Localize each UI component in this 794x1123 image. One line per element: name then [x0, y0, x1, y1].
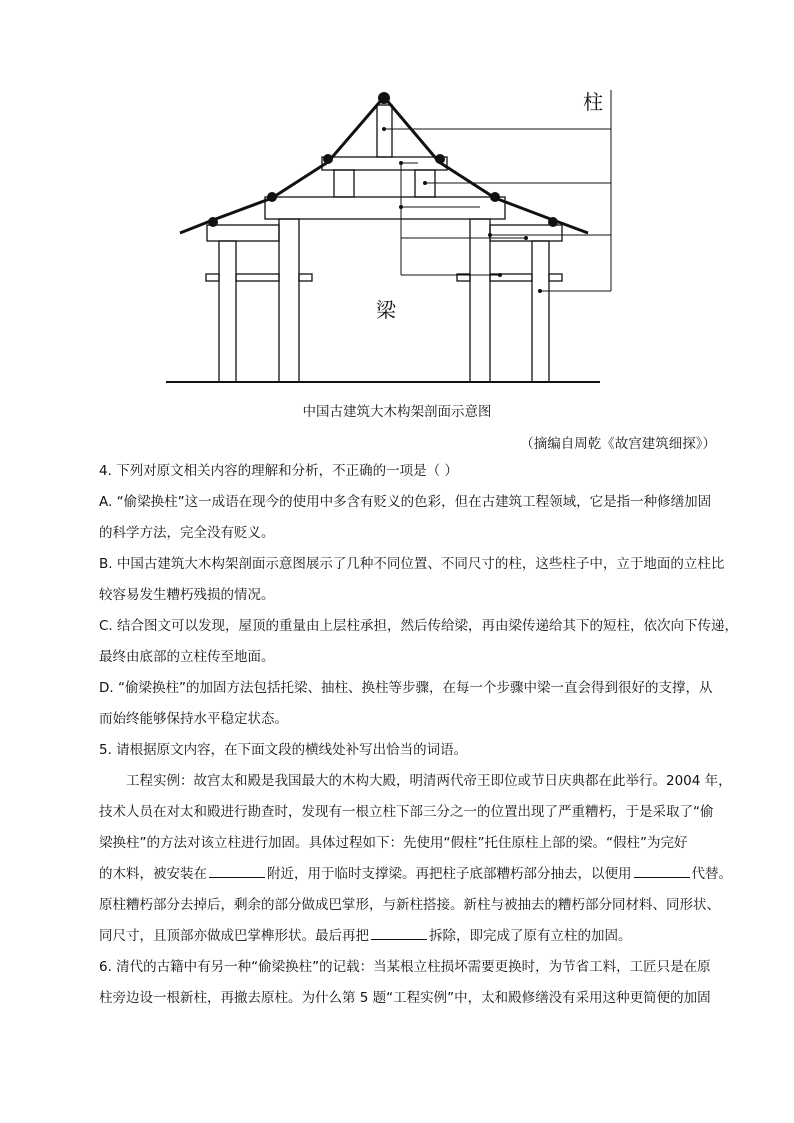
- answer-blank-2[interactable]: [634, 863, 690, 878]
- tie-beam-left-2: [236, 274, 279, 281]
- q5-paragraph-line1: 工程实例：故宫太和殿是我国最大的木构大殿，明清两代帝王即位或节日庆典都在此举行。2004 年，: [126, 773, 732, 789]
- q4-option-c-line2: 最终由底部的立柱传至地面。: [99, 649, 275, 665]
- main-column-left: [279, 219, 299, 382]
- main-column-right: [470, 219, 490, 382]
- q5-paragraph-line3: 梁换柱”的方法对该立柱进行加固。具体过程如下：先使用“假柱”托住原柱上部的梁。“假柱”为完好: [99, 835, 688, 851]
- q4-stem: 4. 下列对原文相关内容的理解和分析，不正确的一项是（ ）: [99, 463, 458, 479]
- q5-paragraph-line4: 的木料，被安装在 附近，用于临时支撑梁。再把柱子底部糟朽部分抽去，以便用 代替。: [99, 859, 727, 890]
- q6-line2: 柱旁边设一根新柱，再撤去原柱。为什么第 5 题“工程实例”中，太和殿修缮没有采用这种更简便的加固: [99, 990, 711, 1006]
- tie-beam-left-1: [206, 274, 219, 281]
- question-5: [99, 735, 732, 952]
- q6-line1: 6. 清代的古籍中有另一种“偷梁换柱”的记载：当某根立柱损坏需要更换时，为节省工料，工匠只是在原: [99, 959, 711, 975]
- king-post: [377, 105, 392, 157]
- label-column: 柱: [583, 90, 603, 114]
- short-post-left: [334, 170, 354, 197]
- top-beam: [322, 157, 447, 170]
- figure-caption: 中国古建筑大木构架剖面示意图: [302, 404, 492, 420]
- roof-left: [180, 97, 384, 233]
- q5-paragraph-line2: 技术人员在对太和殿进行勘查时，发现有一根立柱下部三分之一的位置出现了严重糟朽，于是采取了“偷: [99, 804, 714, 820]
- middle-beam: [265, 197, 505, 219]
- q4-option-c-line1: C. 结合图文可以发现，屋顶的重量由上层柱承担，然后传给梁，再由梁传递给其下的短柱，依次向下传递，: [99, 618, 739, 634]
- figure-source: （摘编自周乾《故宫建筑细探》）: [520, 436, 716, 452]
- q4-option-d-line1: D. “偷梁换柱”的加固方法包括托梁、抽柱、换柱等步骤，在每一个步骤中梁一直会得到很好的支撑，从: [99, 680, 713, 696]
- eave-column-right: [532, 241, 549, 382]
- q4-option-a-line1: A. “偷梁换柱”这一成语在现今的使用中多含有贬义的色彩，但在古建筑工程领域，它是指一种修缮加固: [99, 494, 712, 510]
- roof-right: [384, 97, 588, 233]
- eave-column-left: [219, 241, 236, 382]
- tie-beam-right-3: [549, 274, 562, 281]
- question-6: [99, 952, 727, 1014]
- label-beam: 梁: [376, 298, 396, 322]
- q5-stem: 5. 请根据原文内容，在下面文段的横线处补写出恰当的词语。: [99, 742, 468, 758]
- timber-frame-diagram: [160, 85, 630, 390]
- tie-beam-left-3: [299, 274, 312, 281]
- q4-option-d-line2: 而始终能够保持水平稳定状态。: [99, 711, 288, 727]
- q4-option-b-line1: B. 中国古建筑大木构架剖面示意图展示了几种不同位置、不同尺寸的柱，这些柱子中，立于地面的立柱比: [99, 556, 725, 572]
- answer-blank-1[interactable]: [209, 863, 265, 878]
- q4-option-a-line2: 的科学方法，完全没有贬义。: [99, 525, 275, 541]
- question-4: [99, 456, 739, 735]
- q5-paragraph-line5: 原柱糟朽部分去掉后，剩余的部分做成巴掌形，与新柱搭接。新柱与被抽去的糟朽部分同材料、同形状、: [99, 897, 720, 913]
- eave-beam-left: [207, 225, 279, 241]
- answer-blank-3[interactable]: [371, 925, 427, 940]
- q5-paragraph-line6: 同尺寸，且顶部亦做成巴掌榫形状。最后再把 拆除，即完成了原有立柱的加固。: [99, 921, 727, 952]
- q4-option-b-line2: 较容易发生糟朽残损的情况。: [99, 587, 275, 603]
